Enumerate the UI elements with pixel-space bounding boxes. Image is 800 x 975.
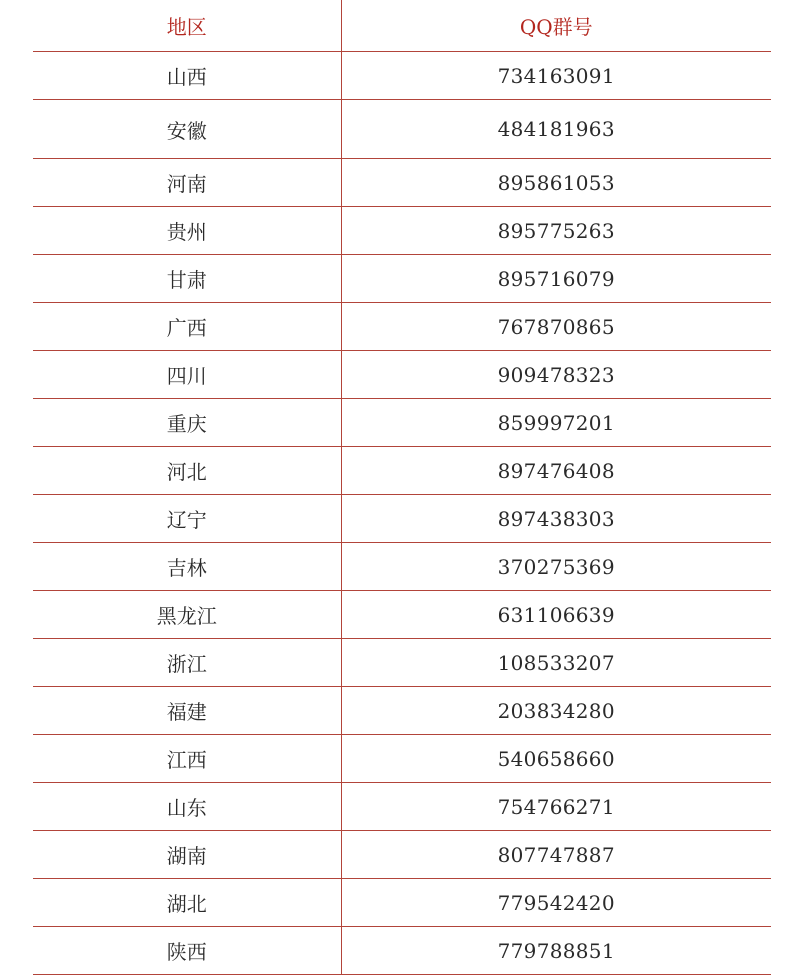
table-row (33, 831, 771, 879)
table-row (33, 783, 771, 831)
header-qq-group: QQ群号 (341, 0, 771, 52)
table-row (33, 639, 771, 687)
qq-number-cell: 540658660 (341, 735, 771, 783)
table-row (33, 735, 771, 783)
region-cell: 甘肃 (33, 255, 341, 303)
region-cell: 安徽 (33, 100, 341, 159)
qq-number-cell: 897476408 (341, 447, 771, 495)
region-cell: 湖北 (33, 879, 341, 927)
table-row (33, 255, 771, 303)
qq-number-cell: 895775263 (341, 207, 771, 255)
qq-number-cell: 779542420 (341, 879, 771, 927)
region-cell: 重庆 (33, 399, 341, 447)
qq-number-cell: 484181963 (341, 100, 771, 159)
region-cell: 四川 (33, 351, 341, 399)
qq-number-cell: 734163091 (341, 52, 771, 100)
region-cell: 吉林 (33, 543, 341, 591)
table-row (33, 543, 771, 591)
region-cell: 湖南 (33, 831, 341, 879)
qq-number-cell: 767870865 (341, 303, 771, 351)
table-row (33, 399, 771, 447)
table-row (33, 447, 771, 495)
table-row (33, 159, 771, 207)
qq-group-table-container (33, 0, 771, 975)
region-cell: 福建 (33, 687, 341, 735)
table-header-row (33, 0, 771, 52)
qq-number-cell: 909478323 (341, 351, 771, 399)
table-row (33, 591, 771, 639)
region-cell: 山东 (33, 783, 341, 831)
table-row (33, 52, 771, 100)
region-cell: 广西 (33, 303, 341, 351)
region-cell: 河北 (33, 447, 341, 495)
table-row (33, 303, 771, 351)
table-row (33, 879, 771, 927)
region-cell: 浙江 (33, 639, 341, 687)
region-cell: 陕西 (33, 927, 341, 975)
qq-number-cell: 895716079 (341, 255, 771, 303)
region-cell: 江西 (33, 735, 341, 783)
qq-number-cell: 895861053 (341, 159, 771, 207)
header-region: 地区 (33, 0, 341, 52)
qq-number-cell: 779788851 (341, 927, 771, 975)
table-row (33, 351, 771, 399)
table-row (33, 100, 771, 159)
qq-number-cell: 897438303 (341, 495, 771, 543)
qq-number-cell: 754766271 (341, 783, 771, 831)
table-row (33, 207, 771, 255)
qq-number-cell: 807747887 (341, 831, 771, 879)
qq-number-cell: 108533207 (341, 639, 771, 687)
region-cell: 贵州 (33, 207, 341, 255)
qq-number-cell: 370275369 (341, 543, 771, 591)
qq-group-table (33, 0, 771, 975)
region-cell: 黑龙江 (33, 591, 341, 639)
region-cell: 河南 (33, 159, 341, 207)
region-cell: 辽宁 (33, 495, 341, 543)
table-row (33, 495, 771, 543)
qq-number-cell: 859997201 (341, 399, 771, 447)
qq-number-cell: 631106639 (341, 591, 771, 639)
qq-number-cell: 203834280 (341, 687, 771, 735)
region-cell: 山西 (33, 52, 341, 100)
table-row (33, 927, 771, 975)
table-row (33, 687, 771, 735)
